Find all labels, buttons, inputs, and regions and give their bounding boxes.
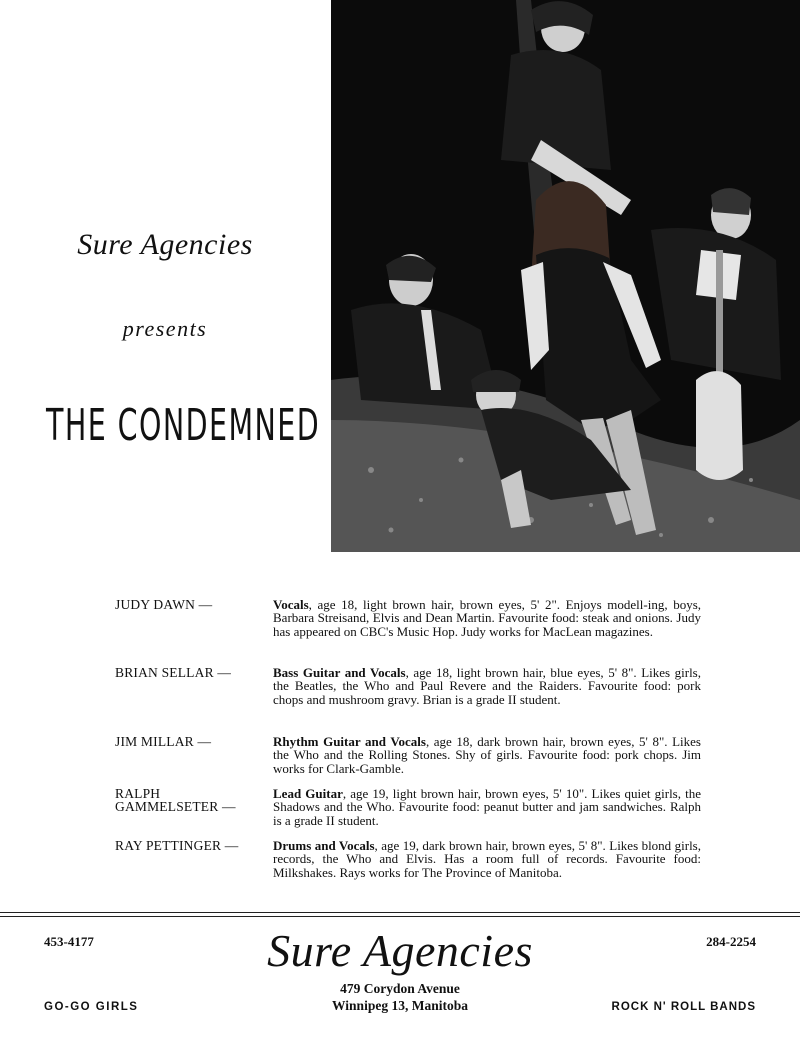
footer-divider: [0, 916, 800, 917]
band-name: THE CONDEMNED: [46, 400, 321, 451]
member-details: , age 18, light brown hair, brown eyes, 5' 2". Enjoys modell-ing, boys, Barbara Streisand, Elvis and Dean Martin. Favourite food: steak and onions. Judy has appeared on CBC's Music Hop. Judy works for MacLean magazines.: [273, 597, 701, 639]
member-description: [273, 839, 701, 879]
member-name: RALPH GAMMELSETER —: [115, 786, 236, 815]
member-description: [273, 787, 701, 827]
member-description: [273, 598, 701, 638]
member-role: Bass Guitar and Vocals: [273, 665, 406, 680]
footer-divider: [0, 912, 800, 913]
phone-number-right: 284-2254: [706, 934, 756, 949]
presents-label: presents: [122, 316, 208, 341]
address-street: 479 Corydon Avenue: [340, 981, 460, 996]
address-city: Winnipeg 13, Manitoba: [332, 998, 468, 1013]
member-role: Vocals: [273, 597, 309, 612]
tag-go-go-girls: GO-GO GIRLS: [44, 1001, 139, 1013]
member-details: , age 19, dark brown hair, brown eyes, 5' 8". Likes blond girls, records, the Who and Elvis. Has a room full of records. Favourite food: Milkshakes. Rays works for The Province of Manitoba.: [273, 838, 701, 880]
member-name: BRIAN SELLAR —: [115, 665, 232, 680]
footer-brand: Sure Agencies: [267, 925, 533, 976]
member-description: [273, 666, 701, 706]
member-role: Rhythm Guitar and Vocals: [273, 734, 426, 749]
member-details: , age 19, light brown hair, brown eyes, 5' 10". Likes quiet girls, the Shadows and the Who. Favourite food: peanut butter and jam sandwiches. Ralph is a grade II student.: [273, 786, 701, 828]
member-description: [273, 735, 701, 775]
tag-rock-bands: ROCK N' ROLL BANDS: [611, 1001, 756, 1013]
member-role: Lead Guitar: [273, 786, 343, 801]
member-name: RAY PETTINGER —: [115, 838, 239, 853]
phone-number-left: 453-4177: [44, 934, 94, 949]
member-details: , age 18, light brown hair, blue eyes, 5' 8". Likes girls, the Beatles, the Who and Paul Revere and the Raiders. Favourite food: pork chops and mushroom gravy. Brian is a grade II student.: [273, 665, 701, 707]
presenter-name: Sure Agencies: [77, 228, 253, 261]
band-photo: [331, 0, 800, 552]
member-name: JIM MILLAR —: [115, 734, 212, 749]
member-role: Drums and Vocals: [273, 838, 375, 853]
member-name: JUDY DAWN —: [115, 597, 213, 612]
member-details: , age 18, dark brown hair, brown eyes, 5' 8". Likes the Who and the Rolling Stones. Shy of girls. Favourite food: pork chops. Jim works for Clark-Gamble.: [273, 734, 701, 776]
